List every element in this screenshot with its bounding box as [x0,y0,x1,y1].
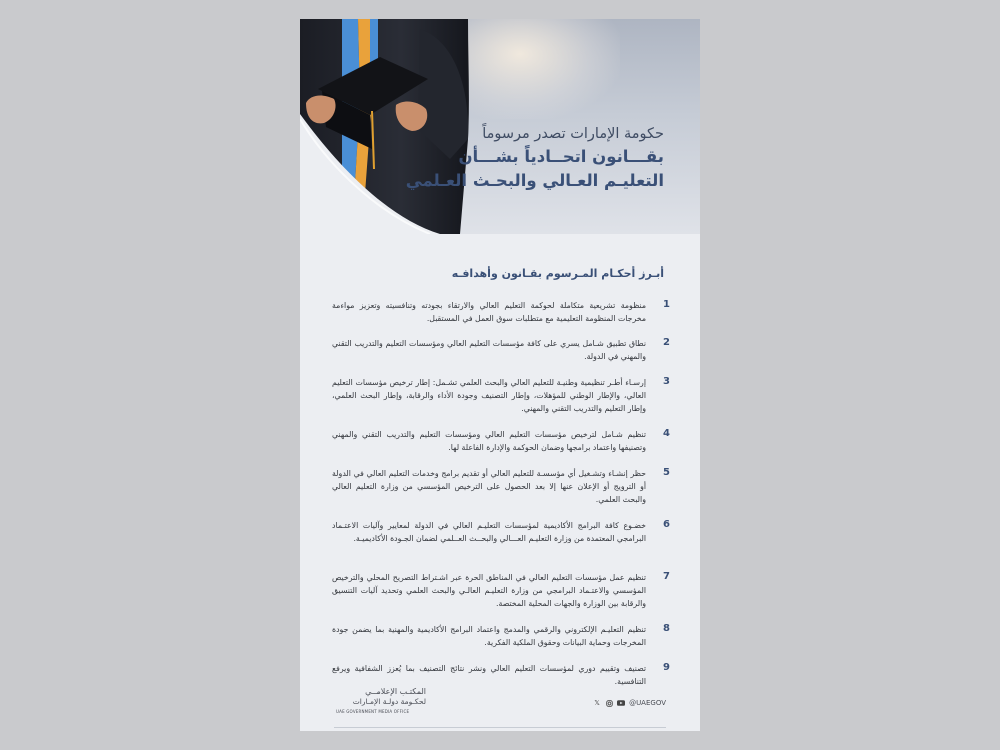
announcement-card [300,19,700,731]
x-icon[interactable]: 𝕏 [594,699,600,707]
footer-divider [334,727,666,728]
logo-arabic-line2: لحكـومة دولـة الإمـارات [352,697,426,706]
list-item [332,623,670,649]
section-title: أبـرز أحكـام المـرسوم بقـانون وأهدافـه [451,267,664,280]
social-handles [593,699,666,707]
list-item [332,428,670,454]
item-number: 9 [663,662,670,673]
item-text: نطاق تطبيق شـامل يسري على كافة مؤسسات التعليم العالي ومؤسسات التعليم والتدريب التقني والمهني في الدولة. [332,339,646,362]
instagram-icon[interactable] [605,699,613,707]
hero-title-line1: بقـــانون اتحــادياً بشـــأن [458,147,664,166]
hero-text [334,123,664,193]
item-number: 1 [663,299,670,310]
item-number: 3 [663,376,670,387]
hero-title-line2: التعليـم العـالي والبحـث العـلمي [405,171,664,190]
list-item [332,337,670,363]
item-text: إرسـاء أطـر تنظيمية وطنيـة للتعليم العالي والبحث العلمي تشـمل: إطار ترخيص مؤسسات التعليم العالي، والإطار الوطني للمؤهلات، وإطار التصنيف وجودة الأداء والرقابة، وإطار البحث العلمي، وإطار التعليم والتدريب التقني والمهني. [332,378,646,414]
item-number: 6 [663,519,670,530]
item-text: منظومة تشريعية متكاملة لحوكمة التعليم العالي والارتقاء بجودته وتنافسيته وتعزيز مواءمة مخرجات المنظومة التعليمية مع متطلبات سوق العمل في المستقبل. [332,301,646,324]
logo-english: UAE GOVERNMENT MEDIA OFFICE [336,709,410,714]
item-text: تنظيم التعليـم الإلكتروني والرقمي والمدمج واعتماد البرامج الأكاديمية والمهنية بما يضمن جودة المخرجات وحماية البيانات وحقوق الملكية الفكرية. [332,625,646,648]
item-text: تنظيم عمل مؤسسات التعليم العالي في المناطق الحرة عبر اشـتراط التصريح المحلي والترخيص المؤسسي والاعتـماد البرامجي من وزارة التعليـم العالـي والبحث العلمي وتحديد آليات التنسيق والرقابة بين الوزارة والجهات المحلية المختصة. [332,573,646,609]
hero-section [300,19,700,234]
list-item [332,519,670,545]
list-item [332,376,670,416]
item-number: 7 [663,571,670,582]
item-text: خضـوع كافة البرامج الأكاديمية لمؤسسات التعليـم العالي في الدولة لمعايير وآليات الاعتـماد البرامجي المعتمدة من وزارة التعليـم العـــالي والبحــث العــلمي لضمان الجـودة الأكاديميـة. [332,521,646,544]
item-number: 8 [663,623,670,634]
item-number: 5 [663,467,670,478]
social-handle[interactable]: @UAEGOV [629,699,666,707]
list-item [332,571,670,611]
list-item [332,467,670,507]
media-office-logo [336,687,426,714]
youtube-icon[interactable] [617,699,625,707]
list-item [332,662,670,688]
item-number: 4 [663,428,670,439]
item-text: حظر إنشـاء وتشـغيل أي مؤسسـة للتعليم العالي أو تقديم برامج وخدمات التعليم العالي في الدولة أو الترويج أو الإعلان عنها إلا بعد الحصول على الترخيص المؤسسي من وزارة التعليم العالي والبحث العلمي. [332,469,646,505]
item-number: 2 [663,337,670,348]
item-text: تصنيف وتقييم دوري لمؤسسات التعليم العالي ونشر نتائج التصنيف بما يُعزز الشفافية ويرفع التنافسية. [332,664,646,687]
item-text: تنظيم شـامل لترخيص مؤسسات التعليم العالي ومؤسسات التعليم والتدريب التقني والمهني وتصنيفها واعتماد برامجها وضمان الحوكمة والإدارة الفاعلة لها. [332,430,646,453]
logo-arabic-line1: المكتـب الإعلامــي [365,687,426,696]
hero-pretitle: حكومة الإمارات تصدر مرسوماً [482,126,664,142]
list-item [332,299,670,325]
